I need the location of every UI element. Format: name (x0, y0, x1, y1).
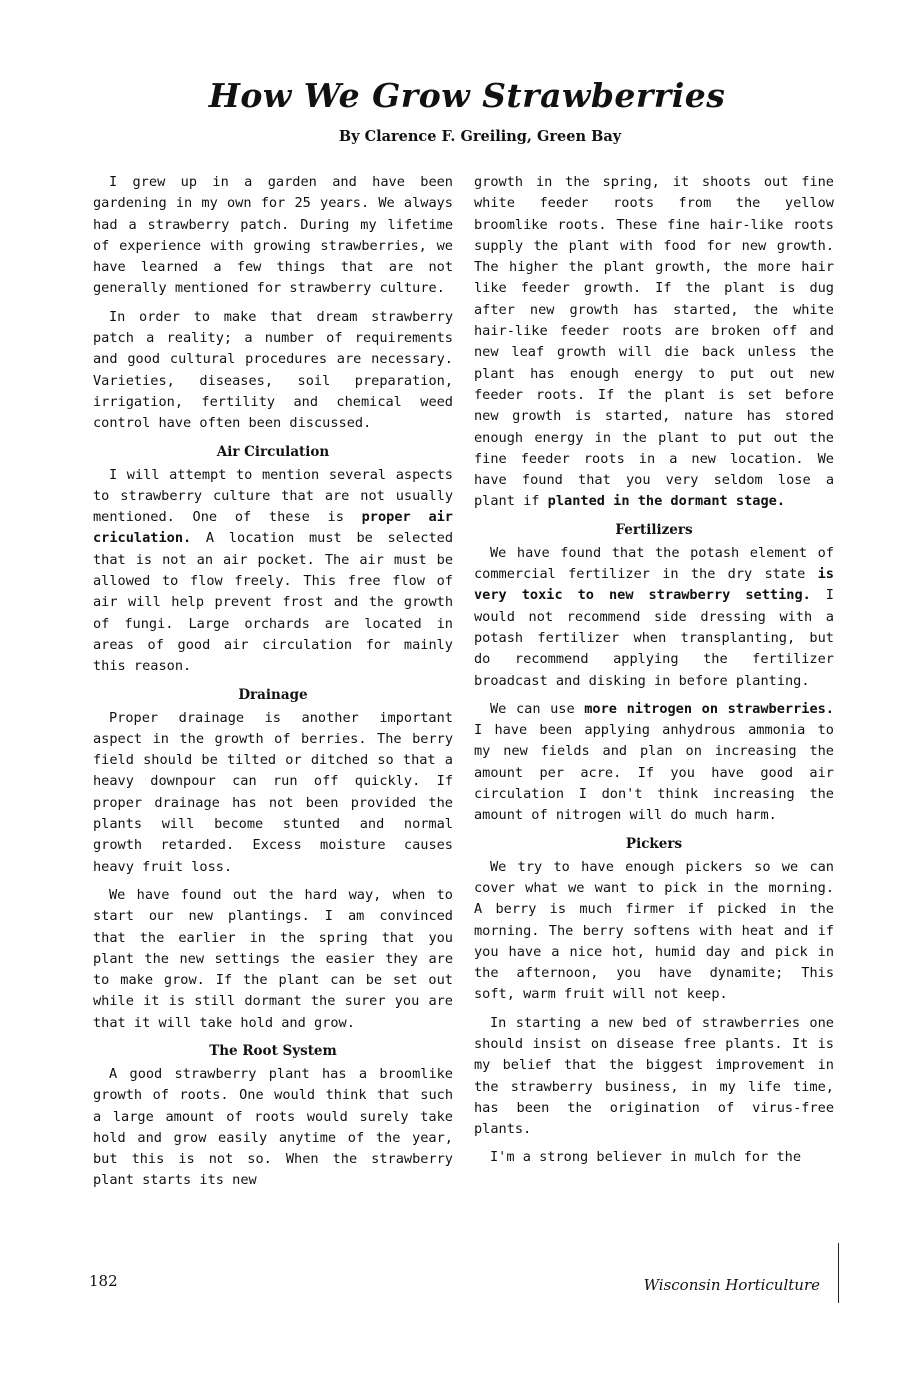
article-byline: By Clarence F. Greiling, Green Bay (338, 128, 622, 145)
root-cont-emphasis: planted in the dormant stage. (547, 493, 786, 510)
root-system-paragraph: A good strawberry plant has a broomlike growth of roots. One would think that such a large amount of roots would surely take hold and grow easily anytime of the year, but this is not so. When the strawberry plant starts its new (93, 1065, 453, 1189)
pickers-paragraph-1: We try to have enough pickers so we can cover what we want to pick in the morning. A berry is much firmer if picked in the morning. The berry softens with heat and if you have a nice hot, humid day and pick in the afternoon, you have dynamite; This soft, warm fruit will not keep. (474, 858, 834, 1003)
margin-rule (838, 1243, 839, 1303)
fertilizers-paragraph-1 (474, 543, 834, 692)
section-heading-air-circulation: Air Circulation (216, 443, 330, 460)
drainage-paragraph-1: Proper drainage is another important aspect in the growth of berries. The berry field should be tilted or ditched so that a heavy downpour can run off quickly. If proper drainage has not been provided the plants will become stunted and normal growth retarded. Excess moisture causes heavy fruit loss. (93, 709, 453, 875)
fert-text-end: I would not recommend side dressing with a potash fertilizer when transplanting, but do recommend applying the fertilizer broadcast and disking in before planting. (474, 587, 834, 689)
air-text-end: A location must be selected that is not an air pocket. The air must be allowed to flow freely. This free flow of air will help prevent frost and the growth of fungi. Large orchards are located in areas of good air circulation for mainly this reason. (93, 530, 453, 675)
left-column (93, 172, 453, 1199)
fertilizers-paragraph-2 (474, 699, 834, 827)
intro-paragraph-2: In order to make that dream strawberry patch a reality; a number of requirements and good cultural procedures are necessary. Varieties, diseases, soil preparation, irrigation, fertility and chemical weed control have often been discussed. (93, 308, 453, 432)
article-title: How We Grow Strawberries (208, 76, 726, 115)
air-text-emphasis: proper air criculation. (93, 509, 453, 547)
intro-paragraph-1: I grew up in a garden and have been gardening in my own for 25 years. We always had a strawberry patch. During my lifetime of experience with growing strawberries, we have learned a few things that are not generally mentioned for strawberry culture. (93, 174, 453, 297)
pickers-paragraph-3: I'm a strong believer in mulch for the (490, 1149, 801, 1166)
fert2-text-start: We can use (490, 700, 585, 717)
section-heading-drainage: Drainage (238, 686, 308, 703)
air-text-start: I will attempt to mention several aspects to strawberry culture that are not usually mentioned. One of these is (93, 466, 453, 526)
drainage-paragraph-2: We have found out the hard way, when to start our new plantings. I am convinced that the earlier in the spring that you plant the new settings the easier they are to make grow. If the plant can be set out while it is still dormant the surer you are that it will take hold and grow. (93, 886, 453, 1031)
section-heading-fertilizers: Fertilizers (615, 521, 693, 538)
journal-name: Wisconsin Horticulture (643, 1276, 820, 1294)
pickers-paragraph-2: In starting a new bed of strawberries one should insist on disease free plants. It is my belief that the biggest improvement in the strawberry business, in my life time, has been the origination of virus-free plants. (474, 1014, 834, 1138)
fert2-text-end: I have been applying anhydrous ammonia to my new fields and plan on increasing the amount per acre. If you have good air circulation I don't think increasing the amount of nitrogen will do much harm. (474, 722, 834, 824)
root-cont-text: growth in the spring, it shoots out fine white feeder roots from the yellow broomlike roots. These fine hair-like roots supply the plant with food for new growth. The higher the plant growth, the more hair like feeder growth. If the plant is dug after new growth has started, the white hair-like feeder roots are broken off and new leaf growth will die back unless the plant has enough energy to put out new feeder roots. If the plant is set before new growth is started, nature has stored enough energy in the plant to put out the fine feeder roots in a new location. We have found that you very seldom lose a plant if (474, 174, 834, 510)
section-heading-root-system: The Root System (209, 1042, 337, 1059)
section-heading-pickers: Pickers (625, 835, 683, 852)
fert-text-start: We have found that the potash element of commercial fertilizer in the dry state (474, 544, 834, 583)
fert2-text-emphasis: more nitrogen on strawberries. (584, 700, 834, 717)
page-number: 182 (89, 1272, 118, 1290)
air-circulation-paragraph (93, 465, 453, 678)
fert-text-emphasis: is very toxic to new strawberry setting. (474, 566, 834, 604)
root-system-continued (474, 172, 834, 513)
right-column (474, 172, 834, 1176)
